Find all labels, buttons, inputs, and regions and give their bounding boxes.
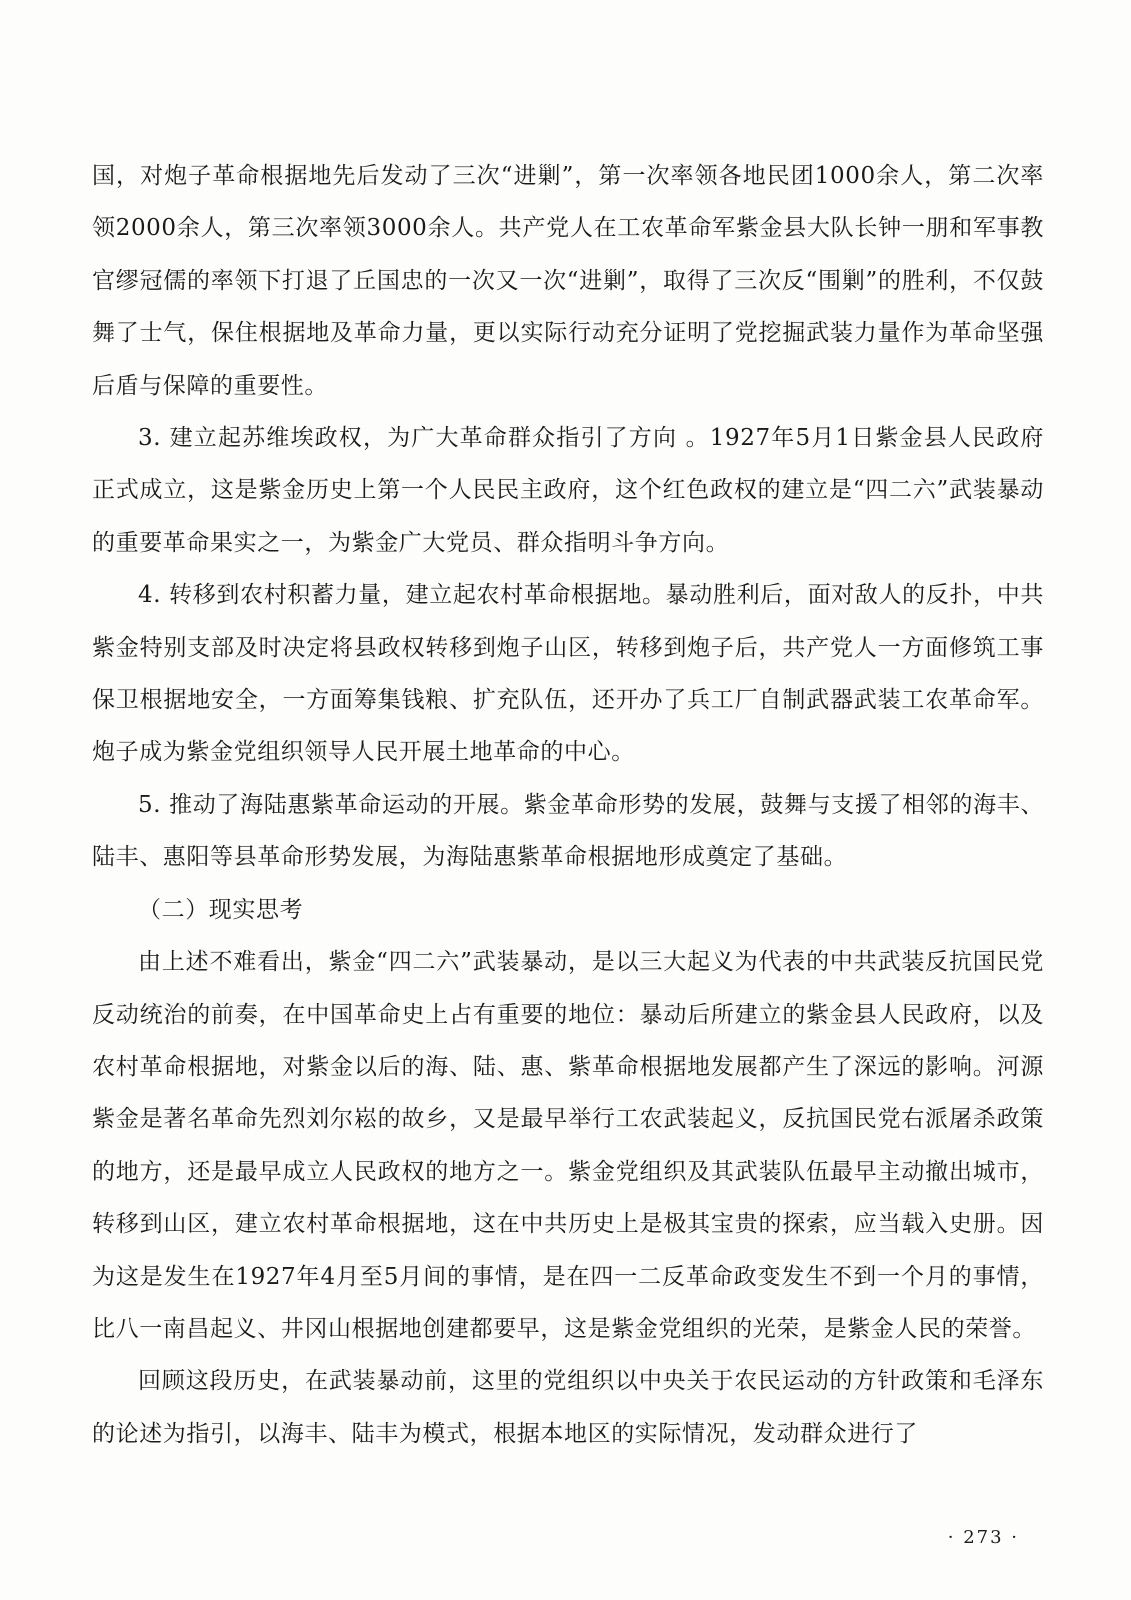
paragraph-item-4: 4. 转移到农村积蓄力量，建立起农村革命根据地。暴动胜利后，面对敌人的反扑，中共紫金特别支部及时决定将县政权转移到炮子山区，转移到炮子后，共产党人一方面修筑工事保卫根据地安全，一方面筹集钱粮、扩充队伍，还开办了兵工厂自制武器武装工农革命军。炮子成为紫金党组织领导人民开展土地革命的中心。 [92, 582, 1044, 766]
page-number: · 273 · [947, 1527, 1019, 1548]
paragraph-continuation: 国，对炮子革命根据地先后发动了三次“进剿”，第一次率领各地民团1000余人，第二次率领2000余人，第三次率领3000余人。共产党人在工农革命军紫金县大队长钟一朋和军事教官缪冠儒的率领下打退了丘国忠的一次又一次“进剿”，取得了三次反“围剿”的胜利，不仅鼓舞了士气，保住根据地及革命力量，更以实际行动充分证明了党挖掘武装力量作为革命坚强后盾与保障的重要性。 [92, 163, 1044, 399]
section-heading: （二）现实思考 [138, 896, 304, 923]
paragraph-reflection-1: 由上述不难看出，紫金“四二六”武装暴动，是以三大起义为代表的中共武装反抗国民党反动统治的前奏，在中国革命史上占有重要的地位：暴动后所建立的紫金县人民政府，以及农村革命根据地，对紫金以后的海、陆、惠、紫革命根据地发展都产生了深远的影响。河源紫金是著名革命先烈刘尔崧的故乡，又是最早举行工农武装起义，反抗国民党右派屠杀政策的地方，还是最早成立人民政权的地方之一。紫金党组织及其武装队伍最早主动撤出城市，转移到山区，建立农村革命根据地，这在中共历史上是极其宝贵的探索，应当载入史册。因为这是发生在1927年4月至5月间的事情，是在四一二反革命政变发生不到一个月的事情，比八一南昌起义、井冈山根据地创建都要早，这是紫金党组织的光荣，是紫金人民的荣誉。 [92, 949, 1044, 1342]
paragraph-item-5: 5. 推动了海陆惠紫革命运动的开展。紫金革命形势的发展，鼓舞与支援了相邻的海丰、陆丰、惠阳等县革命形势发展，为海陆惠紫革命根据地形成奠定了基础。 [92, 791, 1044, 871]
paragraph-item-3: 3. 建立起苏维埃政权，为广大革命群众指引了方向 。1927年5月1日紫金县人民政府正式成立，这是紫金历史上第一个人民民主政府，这个红色政权的建立是“四二六”武装暴动的重要革命果实之一，为紫金广大党员、群众指明斗争方向。 [92, 425, 1044, 556]
paragraph-reflection-2: 回顾这段历史，在武装暴动前，这里的党组织以中央关于农民运动的方针政策和毛泽东的论述为指引，以海丰、陆丰为模式，根据本地区的实际情况，发动群众进行了 [92, 1368, 1044, 1447]
body-text [92, 150, 1044, 1460]
